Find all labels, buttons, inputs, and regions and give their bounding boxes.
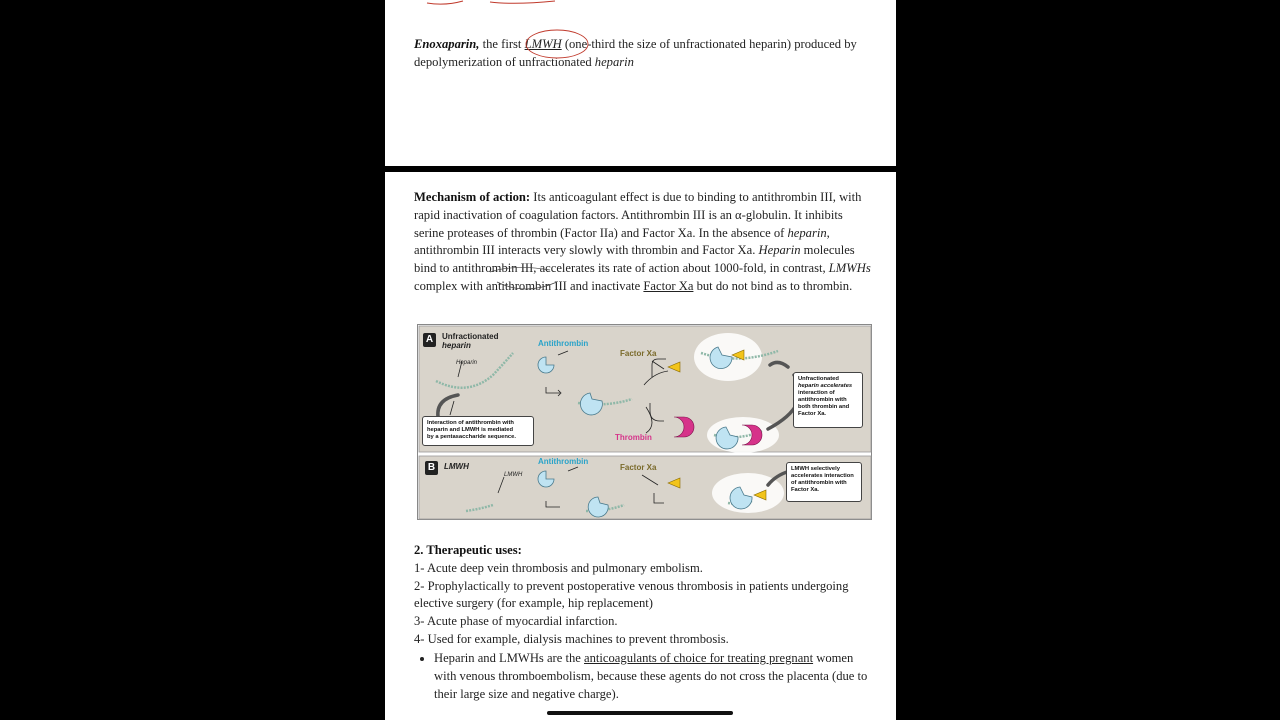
panel-b-badge: B [425,461,438,475]
antithrombin-label-b: Antithrombin [538,457,589,466]
therapeutic-heading: 2. Therapeutic uses: [414,543,522,557]
mechanism-heading: Mechanism of action: [414,190,531,204]
document-page-1 [385,0,896,166]
text: molecules bind to antithrombin III, accelerates its rate of action about 1000-fold, in contrast, [414,243,855,276]
callout-lmwh [786,462,862,502]
enoxaparin-paragraph [414,36,874,72]
lmwh-label: LMWH [504,472,523,478]
factor-xa-label-b: Factor Xa [620,463,657,472]
callout-line: Factor Xa. [798,411,827,417]
callout-line: both thrombin and [798,404,850,410]
callout-line: Interaction of antithrombin with [427,420,514,426]
panel-a-title-line: heparin [442,341,471,350]
therapeutic-item: 1- Acute deep vein thrombosis and pulmonary embolism. [414,560,703,575]
enoxaparin-term: Enoxaparin, [414,37,480,51]
callout-pentasaccharide [422,416,534,446]
callout-line: Unfractionated [798,376,839,382]
text: (one-third the size of unfractionated heparin) produced by depolymerization of unfractionated [414,37,857,69]
handwriting-circle [385,0,896,166]
callout-line: interaction of [798,390,835,396]
panel-a-badge: A [423,333,436,347]
panel-a-title-line: Unfractionated [442,332,499,341]
heparin-term: heparin [787,225,827,240]
text: complex with antithrombin III and inactivate [414,278,644,293]
pregnancy-bullet-list [414,650,874,703]
lmwh-term: LMWH [524,37,562,51]
factor-xa-term: Factor Xa [643,278,694,293]
factor-xa-label: Factor Xa [620,349,657,358]
pregnancy-bullet [434,650,874,703]
handwriting-marks [385,0,896,10]
thrombin-label: Thrombin [615,433,652,442]
text: Its anticoagulant effect is due to binding to antithrombin III, with rapid inactivation of coagulation factors. Antithrombin III is an α-globulin. It inhibits serine proteases of thrombin (Factor IIa) and Factor Xa. In the absence of [414,190,862,240]
callout-line: antithrombin with [798,397,847,403]
lmwhs-term: LMWHs [828,261,871,276]
panel-b-title: LMWH [444,462,469,471]
text: but do not bind as to thrombin. [693,278,853,293]
text: the first [479,37,525,51]
callout-line: accelerates interaction [791,473,854,479]
antithrombin-label: Antithrombin [538,339,589,348]
therapeutic-item: 4- Used for example, dialysis machines to prevent thrombosis. [414,631,729,646]
callout-line: by a pentasaccharide sequence. [427,434,516,440]
home-indicator[interactable] [547,711,733,715]
underlined-text: anticoagulants of choice for treating pregnant [584,651,814,665]
therapeutic-section [414,542,874,649]
text: women with venous thromboembolism, because these agents do not cross the placenta (due to their large size and negative charge). [434,651,868,701]
document-page-2 [385,172,896,720]
heparin-term: Heparin [758,243,801,258]
heparin-mechanism-figure [417,324,872,520]
therapeutic-item: 3- Acute phase of myocardial infarction. [414,614,618,629]
text: , antithrombin III interacts very slowly with thrombin and Factor Xa. [414,225,830,258]
callout-unfractionated [793,372,863,428]
heparin-label: Heparin [456,360,478,366]
callout-line: heparin accelerates [798,383,853,389]
mechanism-paragraph [414,189,874,296]
callout-line: LMWH selectively [791,466,840,472]
heparin-term: heparin [594,54,634,69]
callout-line: of antithrombin with [791,480,847,486]
callout-line: heparin and LMWH is mediated [427,427,513,433]
panel-a-title [442,332,498,350]
text: Heparin and LMWHs are the [434,651,585,665]
callout-line: Factor Xa. [791,487,820,493]
therapeutic-item: 2- Prophylactically to prevent postoperative venous thrombosis in patients undergoing elective surgery (for example, hip replacement) [414,578,849,611]
